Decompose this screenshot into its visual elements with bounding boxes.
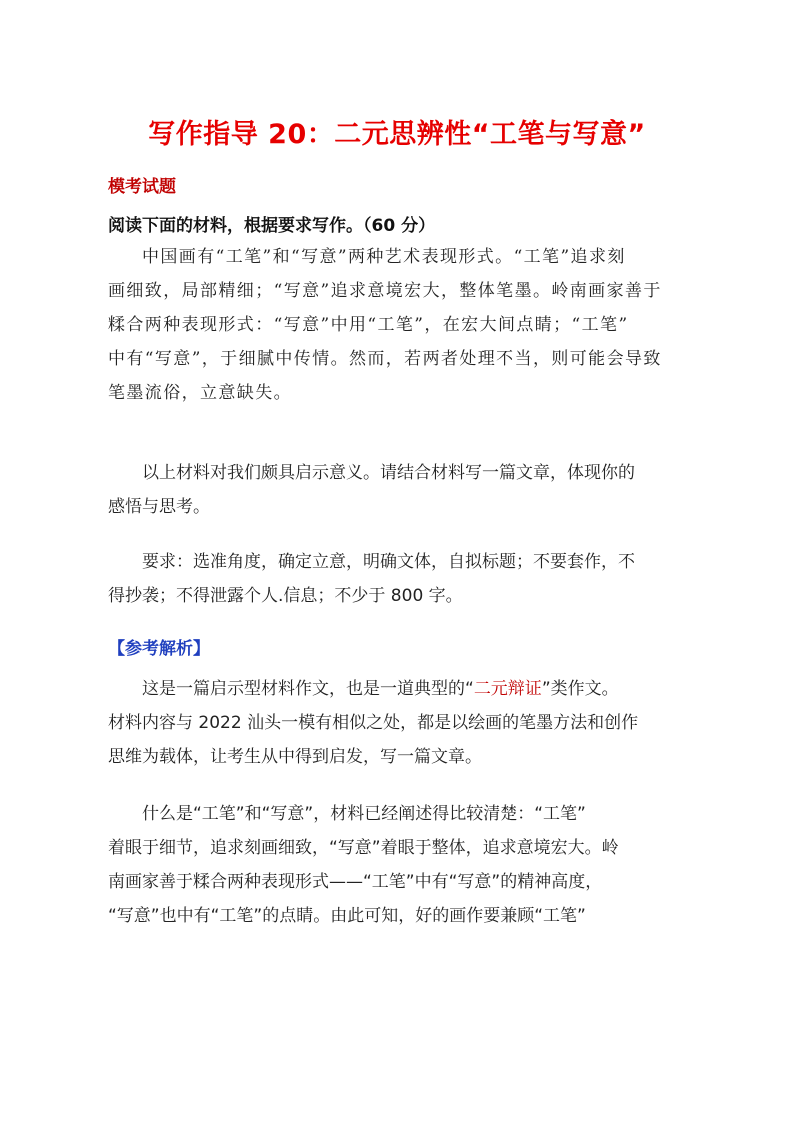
analysis-line: “写意”也中有“工笔”的点睛。由此可知，好的画作要兼顾“工笔”: [108, 906, 586, 926]
instruction-paragraph: [108, 456, 728, 524]
analysis-line: 材料内容与 2022 汕头一模有相似之处，都是以绘画的笔墨方法和创作: [108, 713, 639, 733]
material-paragraph: [108, 240, 728, 410]
reference-heading: 【参考解析】: [108, 639, 210, 659]
instruction-line: 感悟与思考。: [108, 497, 210, 517]
analysis-line: 南画家善于糅合两种表现形式——“工笔”中有“写意”的精神高度，: [108, 872, 603, 892]
analysis-line: 思维为载体，让考生从中得到启发，写一篇文章。: [108, 747, 482, 767]
page-title: 写作指导 20：二元思辨性“工笔与写意”: [148, 119, 646, 150]
analysis-text: ”类作文。: [541, 679, 619, 699]
material-line: 糅合两种表现形式：“写意”中用“工笔”，在宏大间点睛；“工笔”: [108, 315, 629, 335]
analysis-line: 什么是“工笔”和“写意”，材料已经阐述得比较清楚：“工笔”: [142, 804, 586, 824]
writing-prompt: 阅读下面的材料，根据要求写作。（60 分）: [108, 216, 436, 236]
requirements-line: 要求：选准角度，确定立意，明确文体，自拟标题；不要套作，不: [142, 552, 635, 572]
material-line: 中国画有“工笔”和“写意”两种艺术表现形式。“工笔”追求刻: [142, 247, 626, 267]
analysis-line: 着眼于细节，追求刻画细致，“写意”着眼于整体，追求意境宏大。岭: [108, 838, 619, 858]
requirements-line: 得抄袭；不得泄露个人.信息；不少于 800 字。: [108, 586, 463, 606]
section-label: 模考试题: [108, 177, 176, 197]
instruction-line: 以上材料对我们颇具启示意义。请结合材料写一篇文章，体现你的: [142, 463, 635, 483]
requirements-paragraph: [108, 545, 728, 613]
material-line: 笔墨流俗，立意缺失。: [108, 383, 292, 403]
analysis-paragraph-1: [108, 672, 728, 774]
material-line: 画细致，局部精细；“写意”追求意境宏大，整体笔墨。岭南画家善于: [108, 281, 662, 301]
analysis-line: [108, 672, 728, 706]
material-line: 中有“写意”，于细腻中传情。然而，若两者处理不当，则可能会导致: [108, 349, 662, 369]
analysis-text: 这是一篇启示型材料作文，也是一道典型的“: [142, 679, 474, 699]
analysis-paragraph-2: [108, 797, 728, 933]
highlight-term: 二元辩证: [473, 679, 542, 699]
